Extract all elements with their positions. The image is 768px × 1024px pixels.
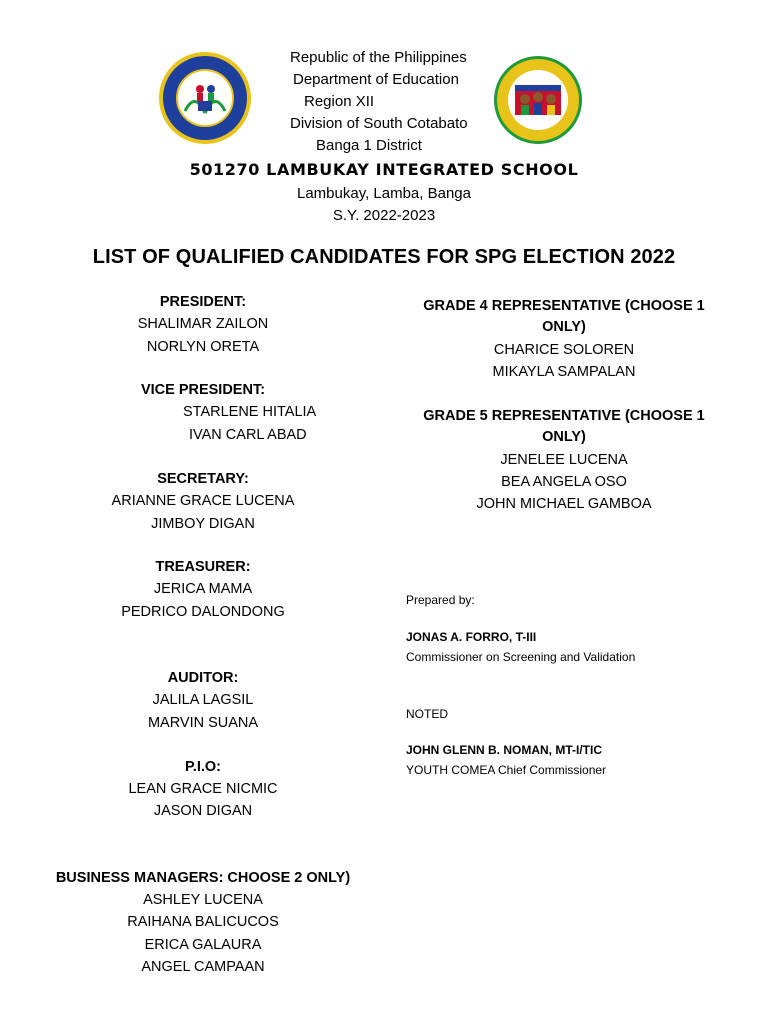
candidate-name: RAIHANA BALICUCOS — [127, 914, 279, 930]
candidate-name: BEA ANGELA OSO — [501, 474, 627, 490]
noter-role: YOUTH COMEA Chief Commissioner — [406, 763, 607, 777]
candidate-name: IVAN CARL ABAD — [189, 427, 307, 443]
prepared-by-label: Prepared by: — [406, 593, 475, 607]
grade5-heading: GRADE 5 REPRESENTATIVE (CHOOSE 1 — [423, 408, 705, 424]
candidate-name: JIMBOY DIGAN — [151, 516, 255, 532]
republic-line: Republic of the Philippines — [290, 49, 467, 66]
candidate-name: MARVIN SUANA — [147, 715, 259, 731]
candidate-name: PEDRICO DALONDONG — [121, 604, 285, 620]
noter-name: JOHN GLENN B. NOMAN, MT-I/TIC — [406, 743, 602, 757]
grade4-heading-cont: ONLY) — [542, 319, 586, 335]
candidate-name: JASON DIGAN — [153, 803, 253, 819]
school-name: 501270 LAMBUKAY INTEGRATED SCHOOL — [189, 160, 579, 179]
candidate-name: ASHLEY LUCENA — [143, 892, 263, 908]
candidate-name: STARLENE HITALIA — [183, 404, 317, 420]
candidate-name: JALILA LAGSIL — [152, 692, 254, 708]
candidate-name: JOHN MICHAEL GAMBOA — [476, 496, 652, 512]
preparer-name: JONAS A. FORRO, T-III — [406, 630, 537, 644]
candidate-name: ARIANNE GRACE LUCENA — [111, 493, 295, 509]
grade5-heading-cont: ONLY) — [542, 429, 586, 445]
candidate-name: JERICA MAMA — [153, 581, 253, 597]
document-title: LIST OF QUALIFIED CANDIDATES FOR SPG ELECTION 2022 — [92, 246, 676, 268]
grade4-heading: GRADE 4 REPRESENTATIVE (CHOOSE 1 — [423, 298, 705, 314]
candidate-name: LEAN GRACE NICMIC — [128, 781, 278, 797]
school-year: S.Y. 2022-2023 — [332, 207, 436, 224]
secretary-heading: SECRETARY: — [157, 471, 249, 487]
president-heading: PRESIDENT: — [159, 294, 247, 310]
candidate-name: CHARICE SOLOREN — [493, 342, 635, 358]
school-seal-icon — [493, 55, 583, 145]
treasurer-heading: TREASURER: — [155, 559, 251, 575]
district-line: Banga 1 District — [316, 137, 422, 154]
department-line: Department of Education — [293, 71, 459, 88]
pio-heading: P.I.O: — [185, 759, 221, 775]
candidate-name: JENELEE LUCENA — [500, 452, 628, 468]
vice-president-heading: VICE PRESIDENT: — [140, 382, 266, 398]
division-line: Division of South Cotabato — [290, 115, 468, 132]
candidate-name: ERICA GALAURA — [144, 937, 262, 953]
noted-label: NOTED — [406, 707, 448, 721]
auditor-heading: AUDITOR: — [167, 670, 239, 686]
candidate-name: NORLYN ORETA — [146, 339, 260, 355]
candidate-name: MIKAYLA SAMPALAN — [492, 364, 636, 380]
candidate-name: SHALIMAR ZAILON — [137, 316, 269, 332]
school-address: Lambukay, Lamba, Banga — [296, 185, 471, 202]
business-managers-heading: BUSINESS MANAGERS: CHOOSE 2 ONLY) — [55, 870, 351, 886]
deped-division-seal-icon — [158, 51, 252, 145]
preparer-role: Commissioner on Screening and Validation — [406, 650, 636, 664]
candidate-name: ANGEL CAMPAAN — [141, 959, 265, 975]
region-line: Region XII — [304, 93, 375, 110]
